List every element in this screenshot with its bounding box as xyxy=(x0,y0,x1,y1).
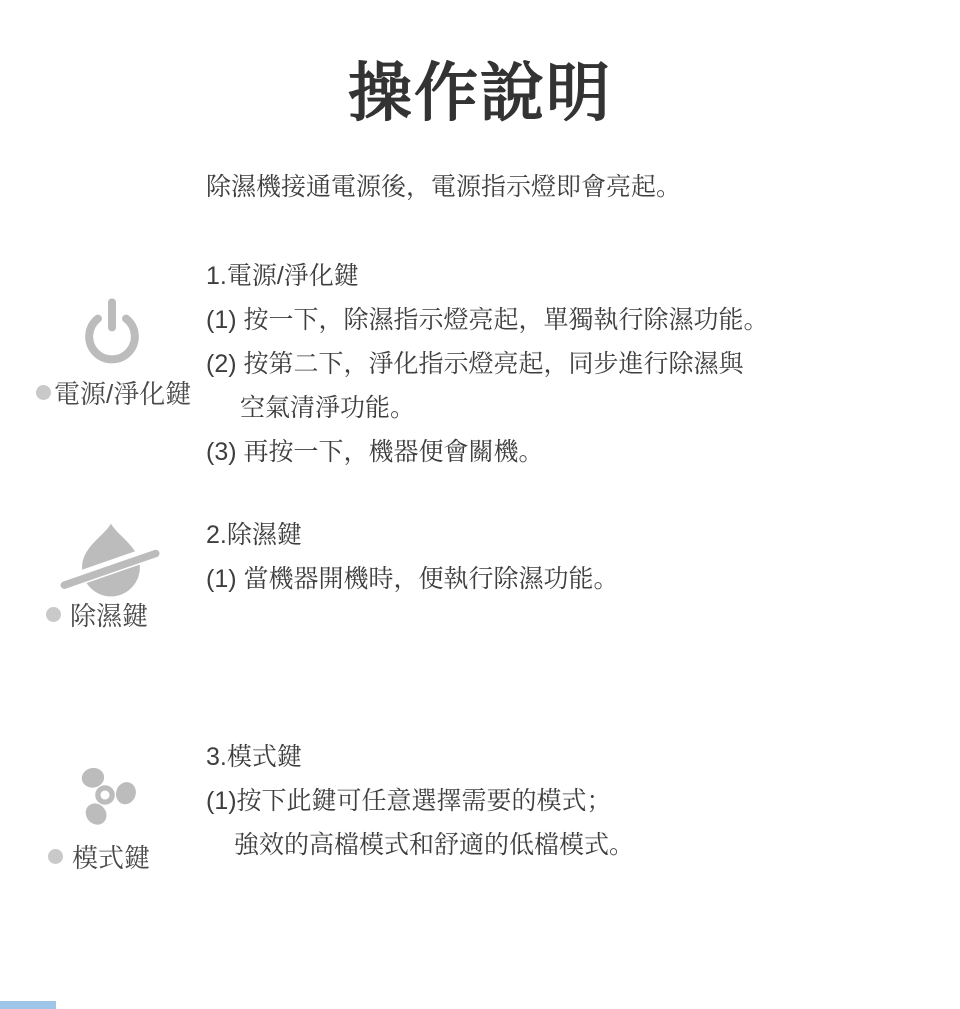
section-dehumidify xyxy=(206,513,619,601)
instruction-line: (3) 再按一下，機器便會關機。 xyxy=(206,438,544,466)
instruction-line: 強效的高檔模式和舒適的低檔模式。 xyxy=(234,831,635,859)
corner-accent-bar xyxy=(0,1001,56,1009)
power-icon xyxy=(74,294,150,370)
instruction-line: (1) 當機器開機時，便執行除濕功能。 xyxy=(206,565,619,593)
icon-label: 電源/淨化鍵 xyxy=(54,379,192,409)
instruction-line: 空氣清淨功能。 xyxy=(240,394,416,422)
instruction-line: (1)按下此鍵可任意選擇需要的模式； xyxy=(206,787,612,815)
icon-label: 除濕鍵 xyxy=(70,601,149,631)
bullet-dot xyxy=(36,385,51,400)
bullet-dot xyxy=(46,607,61,622)
instruction-line: (1) 按一下，除濕指示燈亮起，單獨執行除濕功能。 xyxy=(206,306,769,334)
page-title: 操作說明 xyxy=(348,57,612,129)
icon-label: 模式鍵 xyxy=(72,843,151,873)
mode-key-label xyxy=(48,838,150,875)
water-drop-icon xyxy=(58,518,162,602)
power-key-label xyxy=(36,374,191,411)
section-heading: 3.模式鍵 xyxy=(206,743,302,771)
section-power xyxy=(206,254,769,474)
section-heading: 1.電源/淨化鍵 xyxy=(206,262,359,290)
intro-text: 除濕機接通電源後，電源指示燈即會亮起。 xyxy=(206,173,682,201)
section-mode xyxy=(206,735,634,867)
section-heading: 2.除濕鍵 xyxy=(206,521,302,549)
bullet-dot xyxy=(48,849,63,864)
dehumidify-key-label xyxy=(46,596,148,633)
instruction-line: (2) 按第二下，淨化指示燈亮起，同步進行除濕與 xyxy=(206,350,744,378)
fan-icon xyxy=(70,760,140,830)
